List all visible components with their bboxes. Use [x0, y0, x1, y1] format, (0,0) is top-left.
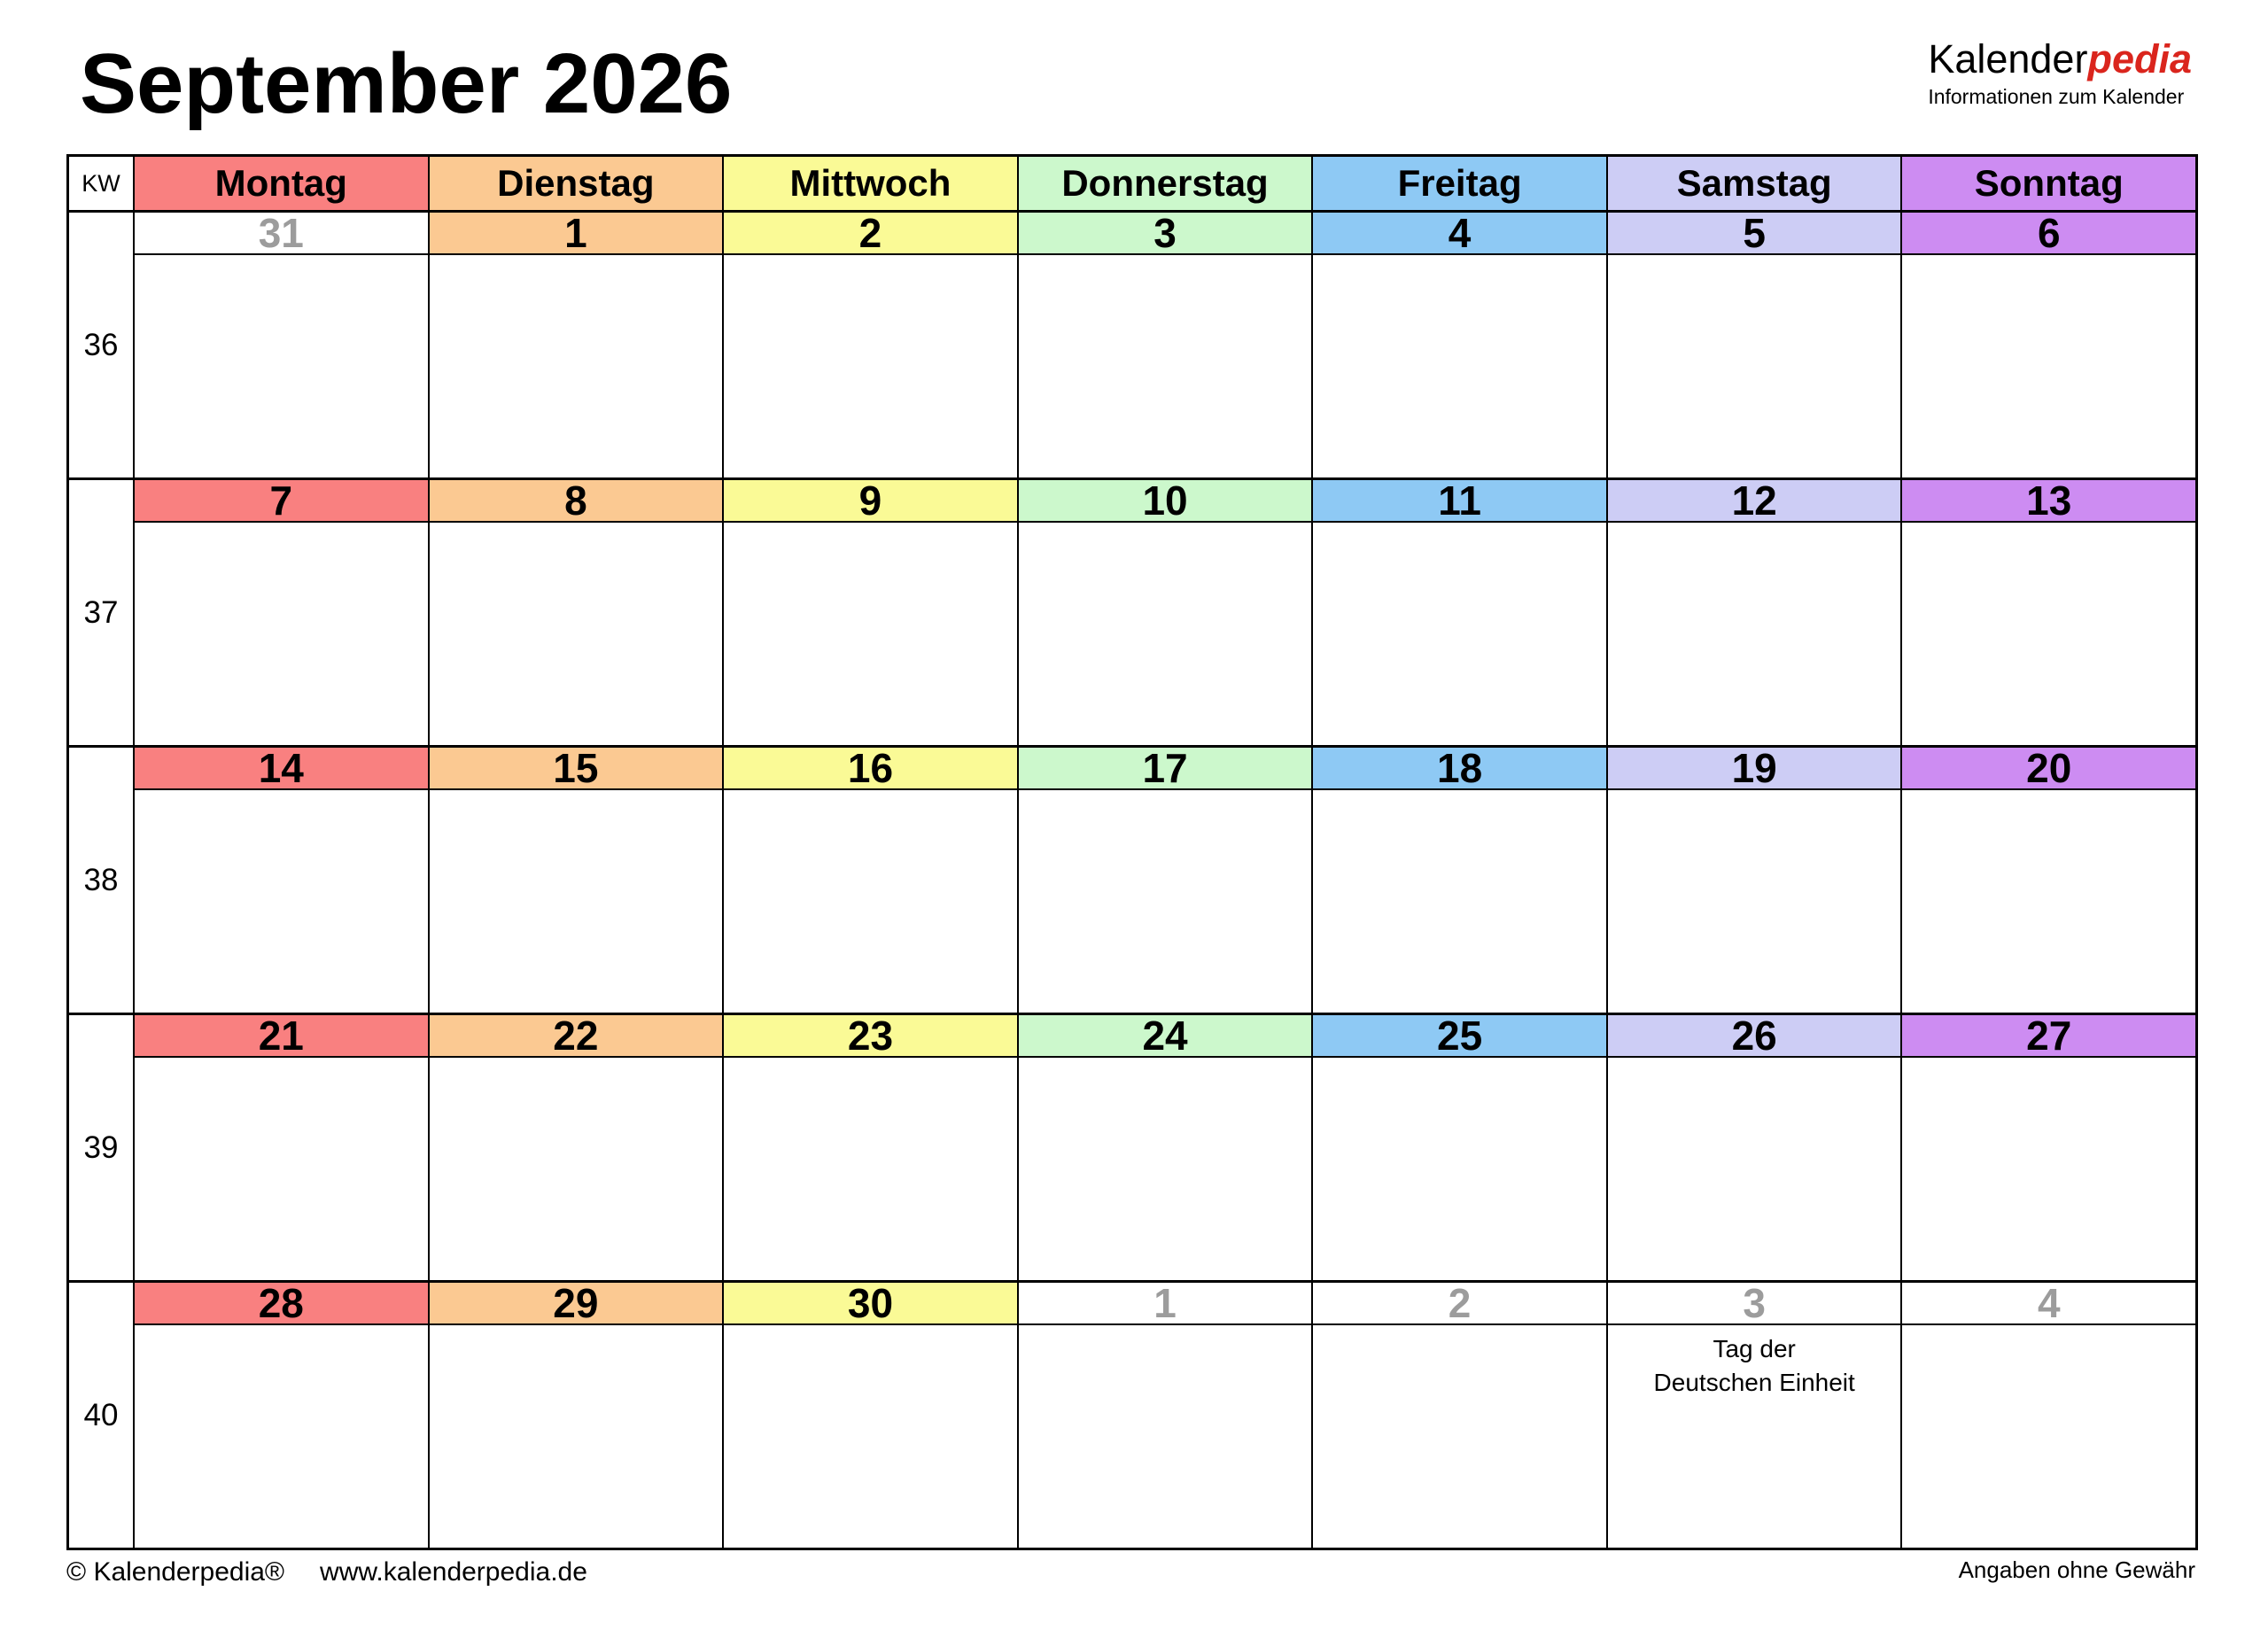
day-notes-area — [1313, 255, 1606, 477]
day-notes-area — [1313, 790, 1606, 1013]
day-number: 8 — [430, 480, 723, 523]
week-number-cell: 37 — [69, 480, 133, 745]
weekday-header-cell: Samstag — [1606, 157, 1901, 210]
day-number: 2 — [1313, 1283, 1606, 1325]
day-notes-area — [1019, 1058, 1312, 1280]
day-number: 19 — [1608, 748, 1901, 790]
week-row — [69, 745, 2195, 1013]
day-notes-area — [724, 523, 1017, 745]
footer-url: www.kalenderpedia.de — [320, 1557, 587, 1587]
day-notes-area — [1902, 255, 2195, 477]
day-cell — [1017, 477, 1312, 745]
day-number: 24 — [1019, 1015, 1312, 1058]
week-row — [69, 1280, 2195, 1548]
logo-wordmark — [1928, 36, 2192, 82]
day-cell — [1311, 1015, 1606, 1280]
day-number: 15 — [430, 748, 723, 790]
day-notes-area — [724, 790, 1017, 1013]
day-notes-area — [135, 1325, 428, 1548]
day-cell — [1606, 1280, 1901, 1548]
weekday-header-cell: Donnerstag — [1017, 157, 1312, 210]
day-number: 4 — [1313, 213, 1606, 255]
day-cell — [1017, 745, 1312, 1013]
week-row — [69, 1013, 2195, 1280]
logo-subtitle: Informationen zum Kalender — [1928, 85, 2185, 108]
day-notes-area — [135, 790, 428, 1013]
day-notes-area — [1313, 1325, 1606, 1548]
day-number: 1 — [430, 213, 723, 255]
day-notes-area — [430, 1058, 723, 1280]
footer-copyright-text: © Kalenderpedia® — [66, 1557, 285, 1587]
day-cell — [1606, 1015, 1901, 1280]
logo-text-kalender: Kalender — [1928, 36, 2088, 82]
day-cell — [1900, 210, 2195, 477]
day-number: 10 — [1019, 480, 1312, 523]
day-cell — [1900, 1015, 2195, 1280]
day-number: 3 — [1019, 213, 1312, 255]
weekday-header-cell: Freitag — [1311, 157, 1606, 210]
day-notes-area — [1608, 790, 1901, 1013]
kw-header-cell: KW — [69, 157, 133, 210]
day-cell — [1311, 1280, 1606, 1548]
calendar-table — [66, 154, 2198, 1550]
day-number: 22 — [430, 1015, 723, 1058]
holiday-note: Tag der Deutschen Einheit — [1653, 1335, 1855, 1396]
day-cell — [133, 745, 428, 1013]
logo-text-pedia: pedia — [2087, 36, 2192, 82]
day-cell — [722, 1280, 1017, 1548]
day-notes-area — [135, 255, 428, 477]
footer-copyright — [66, 1557, 587, 1587]
day-notes-area — [1019, 523, 1312, 745]
day-number: 29 — [430, 1283, 723, 1325]
day-notes-area — [1019, 255, 1312, 477]
day-notes-area — [1902, 1325, 2195, 1548]
day-cell — [1017, 1280, 1312, 1548]
day-notes-area — [1019, 790, 1312, 1013]
day-number: 7 — [135, 480, 428, 523]
day-number: 9 — [724, 480, 1017, 523]
day-number: 4 — [1902, 1283, 2195, 1325]
day-cell — [722, 745, 1017, 1013]
day-notes-area — [1608, 1058, 1901, 1280]
day-notes-area — [1313, 523, 1606, 745]
day-notes-area — [724, 1325, 1017, 1548]
day-cell — [1900, 477, 2195, 745]
day-cell — [1606, 477, 1901, 745]
day-cell — [1311, 210, 1606, 477]
day-cell — [1606, 745, 1901, 1013]
day-number: 3 — [1608, 1283, 1901, 1325]
day-number: 23 — [724, 1015, 1017, 1058]
day-number: 14 — [135, 748, 428, 790]
day-number: 12 — [1608, 480, 1901, 523]
day-cell — [133, 210, 428, 477]
weekday-header-cell: Montag — [133, 157, 428, 210]
day-cell — [1311, 477, 1606, 745]
day-notes-area — [1313, 1058, 1606, 1280]
day-cell — [428, 477, 723, 745]
day-number: 21 — [135, 1015, 428, 1058]
day-cell — [428, 1015, 723, 1280]
day-number: 13 — [1902, 480, 2195, 523]
footer-disclaimer: Angaben ohne Gewähr — [1958, 1556, 2195, 1583]
day-number: 20 — [1902, 748, 2195, 790]
day-notes-area — [135, 1058, 428, 1280]
day-notes-area — [1608, 523, 1901, 745]
week-number-cell: 39 — [69, 1015, 133, 1280]
day-notes-area — [1902, 1058, 2195, 1280]
day-cell — [133, 477, 428, 745]
weekday-header-cell: Dienstag — [428, 157, 723, 210]
day-number: 27 — [1902, 1015, 2195, 1058]
day-number: 26 — [1608, 1015, 1901, 1058]
day-notes-area — [430, 1325, 723, 1548]
day-number: 18 — [1313, 748, 1606, 790]
day-number: 30 — [724, 1283, 1017, 1325]
day-notes-area — [430, 523, 723, 745]
day-number: 31 — [135, 213, 428, 255]
day-notes-area — [430, 255, 723, 477]
day-cell — [722, 477, 1017, 745]
day-notes-area — [724, 1058, 1017, 1280]
day-cell — [1017, 1015, 1312, 1280]
day-cell — [428, 1280, 723, 1548]
day-number: 25 — [1313, 1015, 1606, 1058]
day-number: 2 — [724, 213, 1017, 255]
day-cell — [428, 210, 723, 477]
week-number-cell: 40 — [69, 1283, 133, 1548]
kalenderpedia-logo — [1928, 36, 2192, 109]
weekday-header-cell: Sonntag — [1900, 157, 2195, 210]
week-row — [69, 210, 2195, 477]
day-notes-area — [135, 523, 428, 745]
day-number: 11 — [1313, 480, 1606, 523]
day-number: 16 — [724, 748, 1017, 790]
day-cell — [722, 1015, 1017, 1280]
day-notes-area — [1902, 790, 2195, 1013]
day-cell — [1900, 745, 2195, 1013]
day-cell — [1900, 1280, 2195, 1548]
day-cell — [722, 210, 1017, 477]
day-notes-area — [1608, 255, 1901, 477]
day-number: 1 — [1019, 1283, 1312, 1325]
week-row — [69, 477, 2195, 745]
day-cell — [1606, 210, 1901, 477]
day-notes-area — [430, 790, 723, 1013]
day-number: 28 — [135, 1283, 428, 1325]
day-cell — [1017, 210, 1312, 477]
weekday-header-cell: Mittwoch — [722, 157, 1017, 210]
day-cell — [1311, 745, 1606, 1013]
day-cell — [428, 745, 723, 1013]
day-notes-area — [724, 255, 1017, 477]
page-title: September 2026 — [80, 36, 733, 131]
calendar-header-row — [69, 157, 2195, 210]
week-number-cell: 36 — [69, 213, 133, 477]
day-number: 17 — [1019, 748, 1312, 790]
day-cell — [133, 1280, 428, 1548]
day-number: 6 — [1902, 213, 2195, 255]
day-number: 5 — [1608, 213, 1901, 255]
week-number-cell: 38 — [69, 748, 133, 1013]
day-notes-area — [1019, 1325, 1312, 1548]
day-cell — [133, 1015, 428, 1280]
day-notes-area — [1902, 523, 2195, 745]
